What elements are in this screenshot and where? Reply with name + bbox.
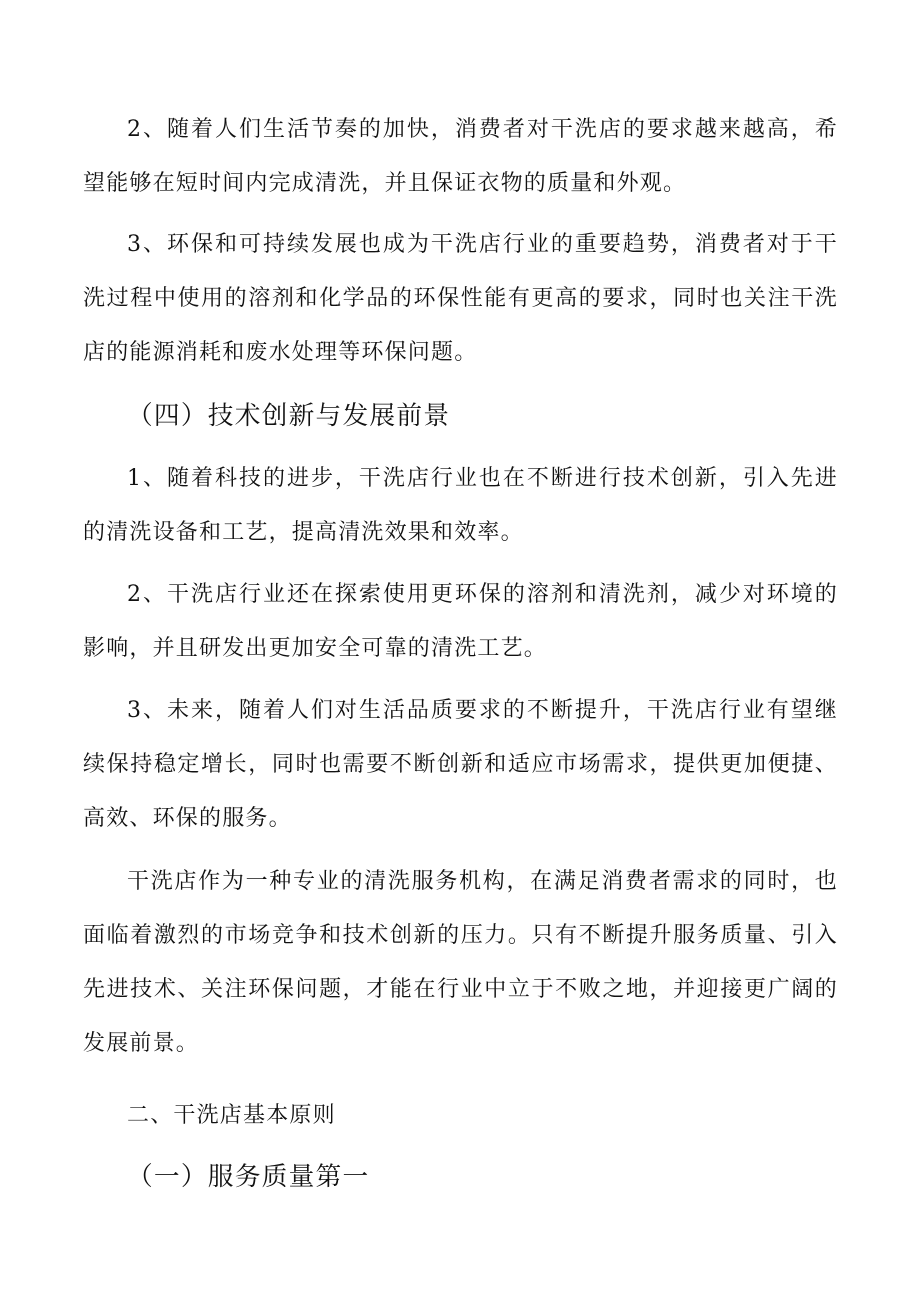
section-heading-tech-innovation: （四）技术创新与发展前景 bbox=[127, 401, 451, 431]
paragraph-environmental-trend: 3、环保和可持续发展也成为干洗店行业的重要趋势，消费者对于干洗过程中使用的溶剂和化学品的环保性能有更高的要求，同时也关注干洗店的能源消耗和废水处理等环保问题。 bbox=[83, 232, 838, 365]
section-heading-service-quality: （一）服务质量第一 bbox=[127, 1162, 370, 1192]
paragraph-consumer-demand: 2、随着人们生活节奏的加快，消费者对干洗店的要求越来越高，希望能够在短时间内完成清洗，并且保证衣物的质量和外观。 bbox=[83, 117, 838, 196]
chapter-heading-basic-principles: 二、干洗店基本原则 bbox=[127, 1103, 336, 1128]
paragraph-future-outlook: 3、未来，随着人们对生活品质要求的不断提升，干洗店行业有望继续保持稳定增长，同时也需要不断创新和适应市场需求，提供更加便捷、高效、环保的服务。 bbox=[83, 698, 838, 831]
paragraph-summary: 干洗店作为一种专业的清洗服务机构，在满足消费者需求的同时，也面临着激烈的市场竞争和技术创新的压力。只有不断提升服务质量、引入先进技术、关注环保问题，才能在行业中立于不败之地，并迎接更广阔的发展前景。 bbox=[83, 869, 838, 1056]
paragraph-eco-solvents: 2、干洗店行业还在探索使用更环保的溶剂和清洗剂，减少对环境的影响，并且研发出更加安全可靠的清洗工艺。 bbox=[83, 582, 838, 661]
paragraph-tech-progress: 1、随着科技的进步，干洗店行业也在不断进行技术创新，引入先进的清洗设备和工艺，提高清洗效果和效率。 bbox=[83, 466, 838, 545]
